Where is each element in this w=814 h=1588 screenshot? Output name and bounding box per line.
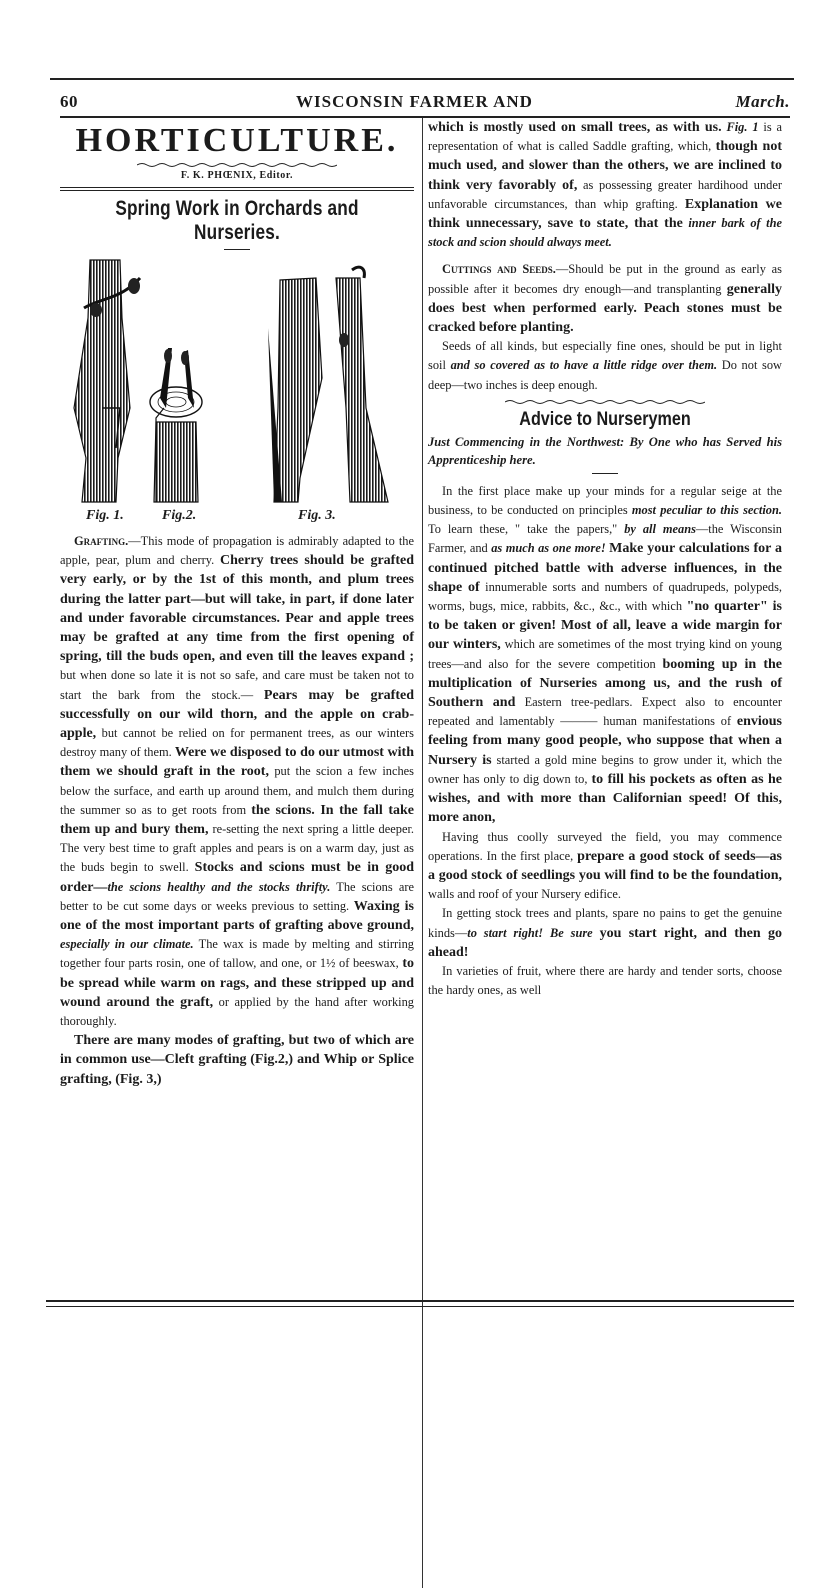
page-number: 60 xyxy=(60,92,78,111)
grafting-figures xyxy=(60,258,414,530)
whip-graft-figure xyxy=(268,267,388,502)
left-column xyxy=(60,118,414,1089)
grafting-illustration xyxy=(60,258,414,508)
advice-paragraph-4: In varieties of fruit, where there are hardy and tender sorts, choose the hardy ones, as well xyxy=(428,963,782,998)
department-title: HORTICULTURE. xyxy=(75,122,399,159)
advice-paragraph-2: Having thus coolly surveyed the field, you may commence operations. In the first place, prepare a good stock of seeds—as a good stock of seedlings you will find to be the foundation, walls and roof of your Nursery edifice. xyxy=(428,829,782,902)
figure-label-3: Fig. 3. xyxy=(298,508,336,523)
seeds-paragraph: Seeds of all kinds, but especially fine ones, should be put in light soil and so covered as to have a little ridge over them. Do not sow deep—two inches is deep enough. xyxy=(428,339,783,392)
figure-label-2: Fig.2. xyxy=(162,508,197,523)
wavy-divider xyxy=(505,399,705,405)
cleft-graft-figure xyxy=(150,348,202,502)
running-header xyxy=(60,86,790,118)
section-rule xyxy=(60,187,414,191)
advice-title: Advice to Nurserymen xyxy=(519,408,691,430)
wavy-ornament xyxy=(137,162,337,168)
column-divider xyxy=(422,118,423,1588)
right-column xyxy=(428,118,782,1000)
page-bottom-rule xyxy=(46,1300,794,1307)
advice-paragraph-3: In getting stock trees and plants, spare no pains to get the genuine kinds—to start right! Be sure you start right, and then go ahead! xyxy=(428,906,782,960)
advice-paragraph-1: In the first place make up your minds for a regular seige at the business, to be conducted on principles most peculiar to this section. To learn these, " take the papers," by all means—the Wisconsin Farmer, and as much as one more! Make your calculations for a continued pitched battle with adverse influences, in the shape of innumerable sorts and numbers of quadrupeds, polypeds, worms, bugs, mice, rabbits, &c., &c., with which "no quarter" is to be taken or given! Most of all, leave a wide margin for our winters, which are sometimes of the most trying kind on young trees—and also for the severe competition booming up in the multiplication of Nurseries among us, and the rush of Southern and Eastern tree-pedlars. Expect also to encounter repeated and lamentably ——— human manifestations of envious feeling from many good people, who suppose that when a Nursery is started a gold mine begins to grow under it, which the owner has only to dig down to, to fill his pockets as often as he wishes, and with more than Californian speed! Of this, more anon, xyxy=(428,483,782,826)
issue-month: March. xyxy=(735,92,790,111)
byline-dash xyxy=(592,473,618,474)
figure-label-1: Fig. 1. xyxy=(86,508,124,523)
article-title: Spring Work in Orchards and Nurseries. xyxy=(115,197,359,244)
title-dash xyxy=(224,249,250,250)
advice-byline: Just Commencing in the Northwest: By One who has Served his Apprenticeship here. xyxy=(428,434,782,467)
editor-line: F. K. PHŒNIX, Editor. xyxy=(180,170,294,181)
cuttings-paragraph: Cuttings and Seeds.—Should be put in the ground as early as possible after it becomes dry enough—and transplanting generally does best when performed early. Peach stones must be cracked before planting. xyxy=(428,262,782,336)
grafting-paragraph: Grafting.—This mode of propagation is admirably adapted to the apple, pear, plum and cherry. Cherry trees should be grafted very early, or by the 1st of this month, and plum trees during the latter part—but will take, in part, if done later and under favorable circumstances. Pear and apple trees may be grafted at any time from the first opening of spring, till the buds open, and even till the leaves expand ; but when done so late it is not so safe, and care must be taken not to start the bark from the stock.— Pears may be grafted successfully on our wild thorn, and the apple on crab-apple, but cannot be relied on for permanent trees, as our winters destroy many of them. Were we disposed to do our utmost with them we should graft in the root, put the scion a few inches below the surface, and earth up around them, and mulch them during the summer so as to get roots from the scions. In the fall take them up and bury them, re-setting the next spring a little deeper. The very best time to graft apples and pears is on a warm day, just as the buds begin to swell. Stocks and scions must be in good order—the scions healthy and the stocks thrifty. The scions are better to be cut some days or weeks previous to setting. Waxing is one of the most important parts of grafting above ground, especially in our climate. The wax is made by melting and stirring together four parts rosin, one of tallow, and one, or 1½ of beeswax, to be spread while warm on rags, and these stripped up and wound around the graft, or applied by the hand after working thoroughly. xyxy=(60,534,415,1029)
journal-title: WISCONSIN FARMER AND xyxy=(296,92,533,111)
modes-continued: which is mostly used on small trees, as with us. Fig. 1 is a representation of what is called Saddle grafting, which, though not much used, and slower than the others, we are inclined to think very favorably of, as possessing greater hardihood under unfavorable circumstances, than whip grafting. Explanation we think unnecessary, save to state, that the inner bark of the stock and scion should always meet. xyxy=(428,120,782,250)
saddle-graft-figure xyxy=(74,260,140,502)
modes-paragraph: There are many modes of grafting, but two of which are in common use—Cleft grafting (Fig.2,) and Whip or Splice grafting, (Fig. 3,) xyxy=(60,1033,414,1087)
